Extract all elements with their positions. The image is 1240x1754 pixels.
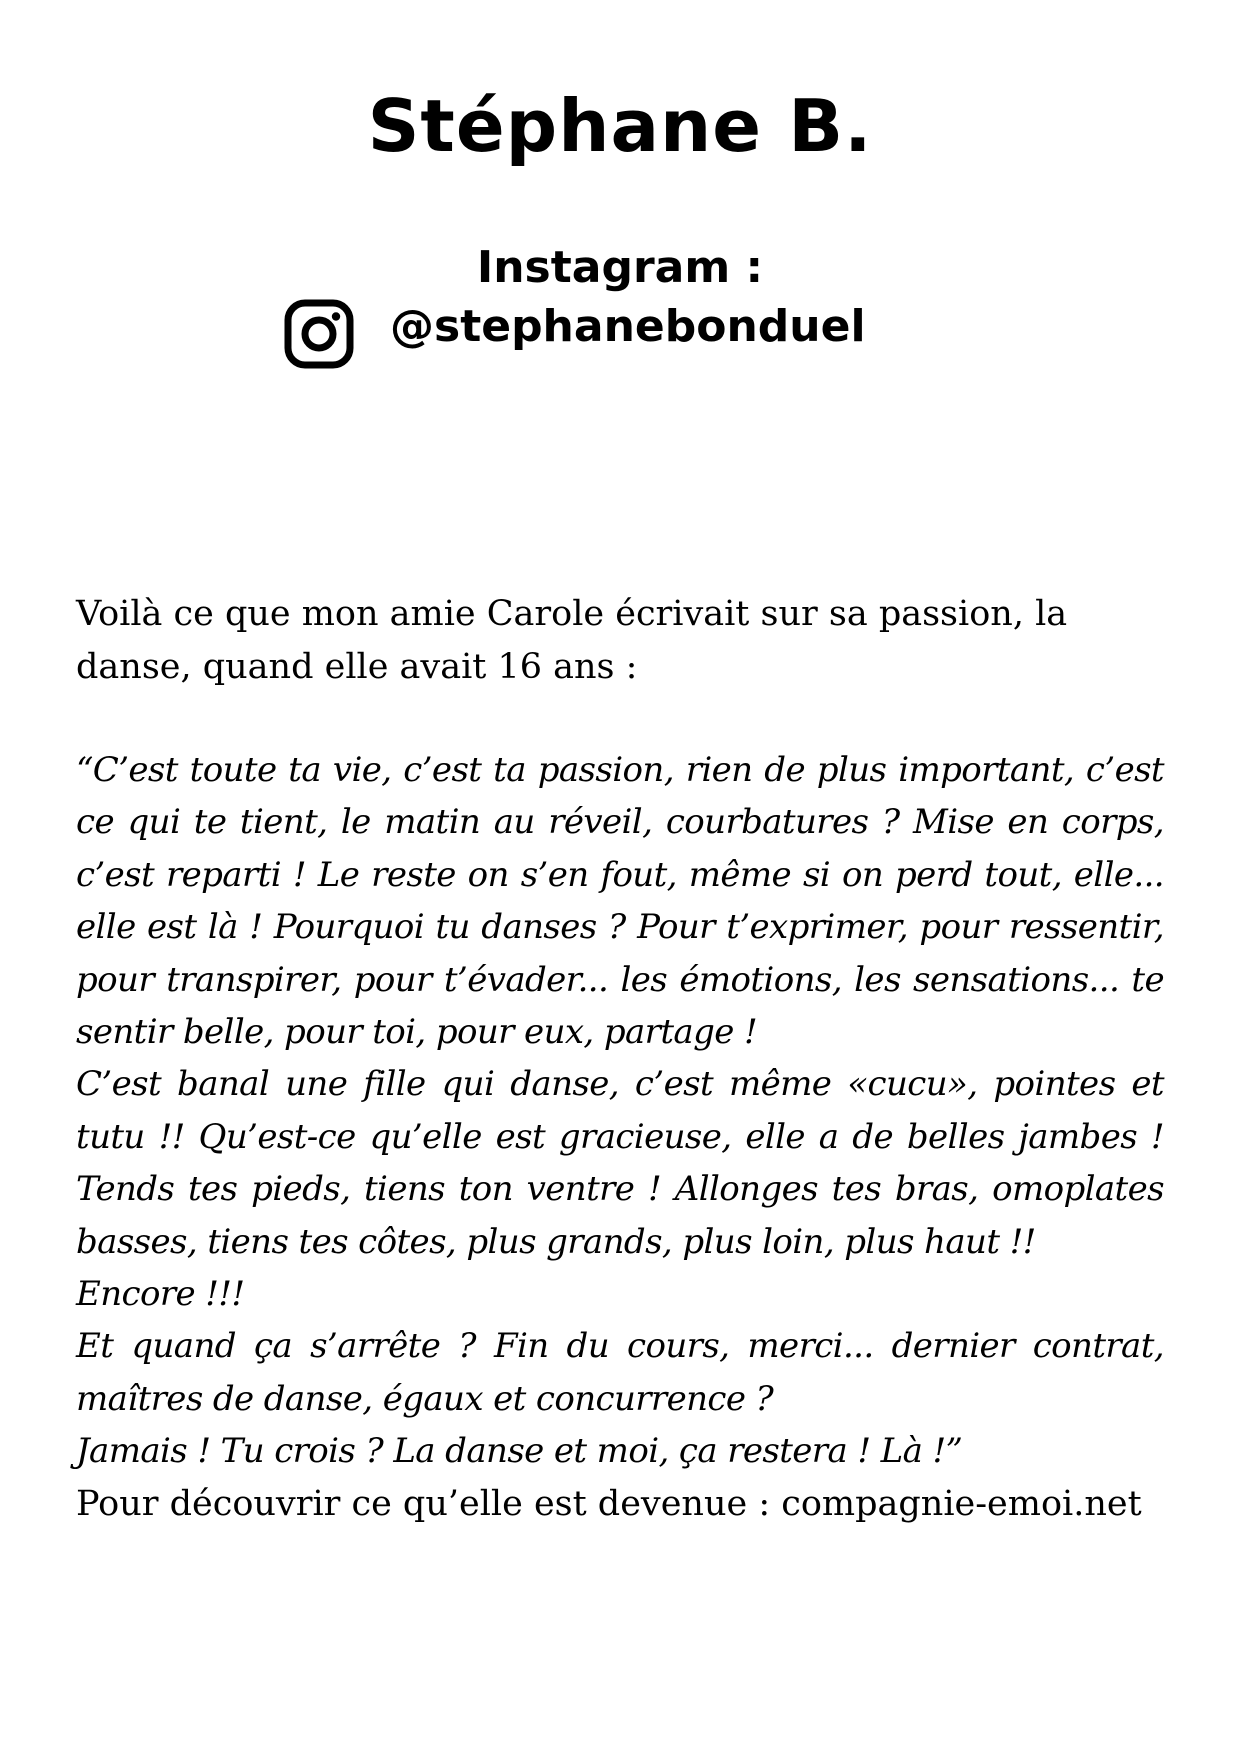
- instagram-icon: [284, 299, 354, 369]
- footer-link-line: Pour découvrir ce qu’elle est devenue : compagnie-emoi.net: [76, 1484, 1142, 1524]
- instagram-handle-row: [284, 296, 866, 372]
- instagram-label: Instagram :: [476, 242, 764, 293]
- author-name: Stéphane B.: [367, 84, 873, 168]
- quote-paragraph: Jamais ! Tu crois ? La danse et moi, ça restera ! Là !”: [76, 1431, 963, 1472]
- dance-quote: [76, 744, 1164, 1478]
- quote-paragraph: Encore !!!: [76, 1274, 245, 1315]
- instagram-handle: @stephanebonduel: [390, 301, 866, 352]
- intro-paragraph: Voilà ce que mon amie Carole écrivait sur sa passion, la danse, quand elle avait 16 ans :: [76, 594, 1068, 687]
- quote-paragraph: “C’est toute ta vie, c’est ta passion, rien de plus important, c’est ce qui te tient, le matin au réveil, courbatures ? Mise en corps, c’est reparti ! Le reste on s’en fout, même si on perd tout, elle... elle est là ! Pourquoi tu danses ? Pour t’exprimer, pour ressentir, pour transpirer, pour t’évader... les émotions, les sensations... te sentir belle, pour toi, pour eux, partage !: [76, 750, 1164, 1053]
- quote-paragraph: C’est banal une fille qui danse, c’est même «cucu», pointes et tutu !! Qu’est-ce qu’elle est gracieuse, elle a de belles jambes ! Tends tes pieds, tiens ton ventre ! Allonges tes bras, omoplates basses, tiens tes côtes, plus grands, plus loin, plus haut !!: [76, 1064, 1164, 1262]
- quote-paragraph: Et quand ça s’arrête ? Fin du cours, merci... dernier contrat, maîtres de danse, égaux et concurrence ?: [76, 1326, 1164, 1419]
